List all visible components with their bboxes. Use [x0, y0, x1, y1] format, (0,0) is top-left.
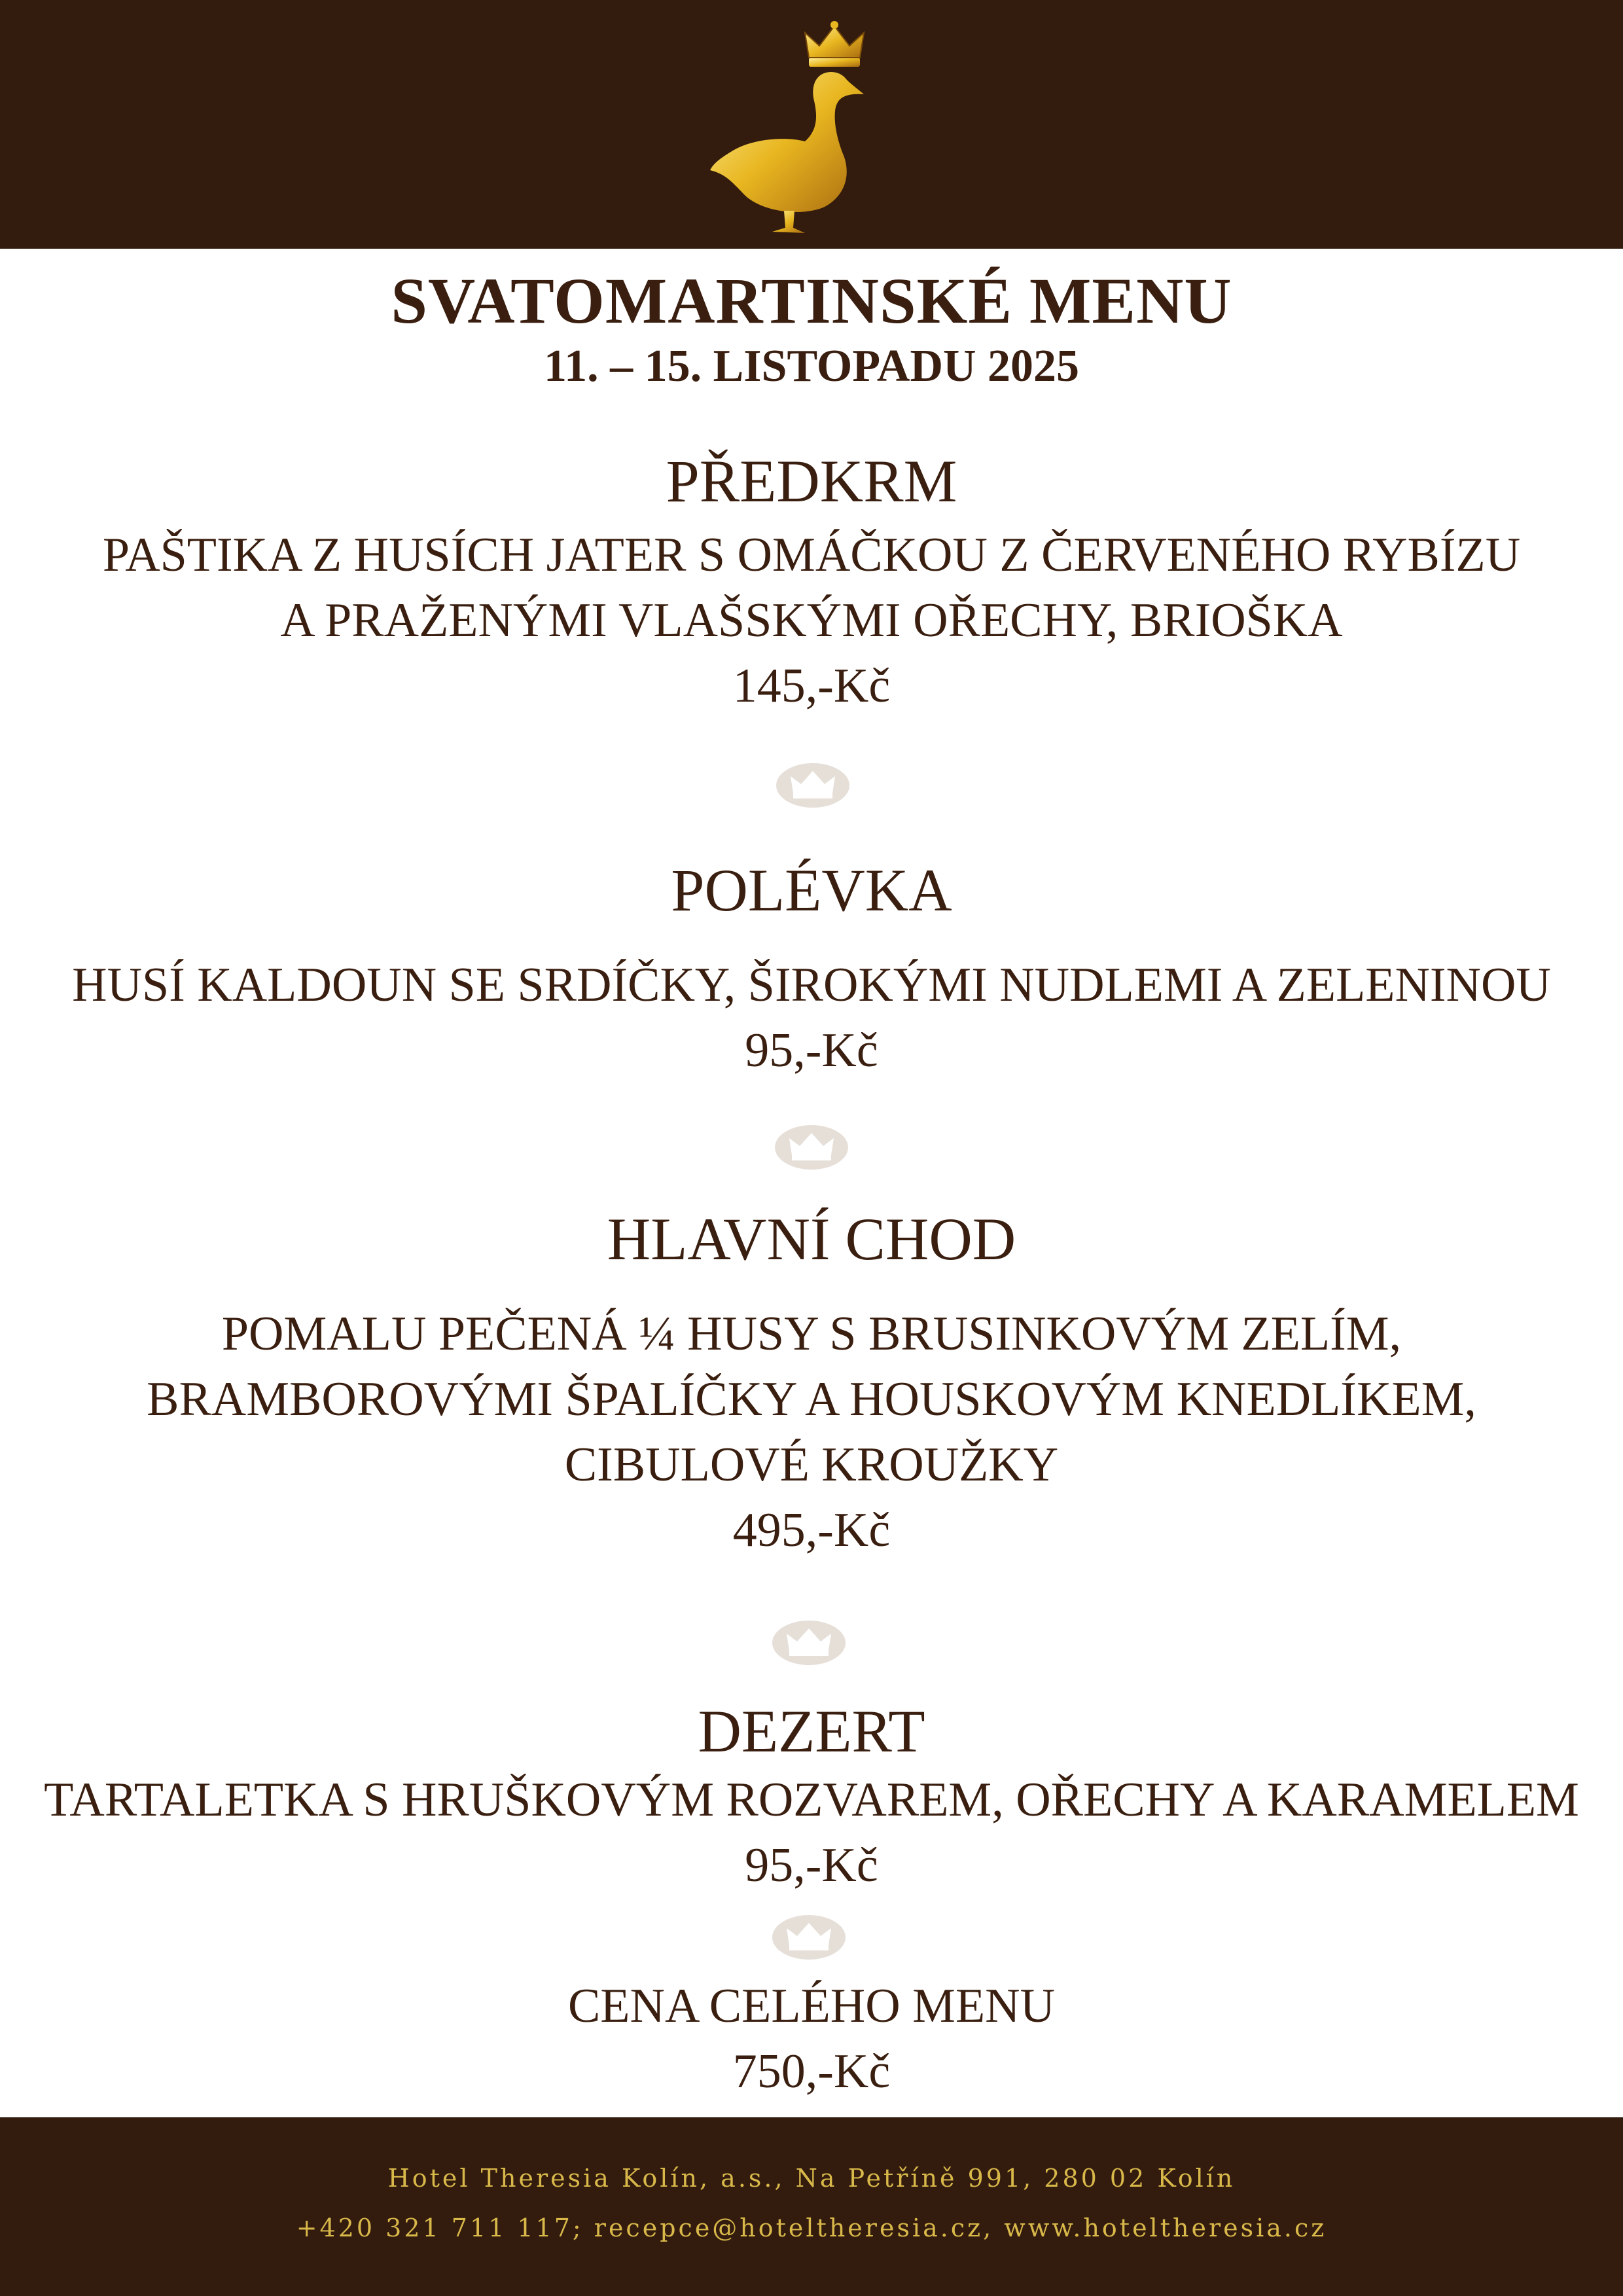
section-heading: PŘEDKRM [666, 448, 957, 514]
title-block [0, 262, 1623, 393]
page-title: SVATOMARTINSKÉ MENU [391, 264, 1232, 337]
section-heading: DEZERT [698, 1698, 925, 1765]
dish-line: POMALU PEČENÁ ¼ HUSY S BRUSINKOVÝM ZELÍM, [221, 1307, 1402, 1361]
crown-divider-icon [770, 1911, 848, 1964]
crowned-goose-icon [707, 20, 890, 236]
section-soup [0, 854, 1623, 1083]
crown-divider-icon [770, 1617, 848, 1669]
total-label: CENA CELÉHO MENU [567, 1979, 1056, 2033]
total-price: 750,-Kč [732, 2045, 891, 2098]
dish-line: TARTALETKA S HRUŠKOVÝM ROZVAREM, OŘECHY A KARAMELEM [44, 1773, 1579, 1827]
section-dessert [0, 1695, 1623, 1898]
date-range: 11. – 15. LISTOPADU 2025 [543, 341, 1080, 391]
footer-contact: +420 321 711 117; recepce@hoteltheresia.cz, www.hoteltheresia.cz [296, 2214, 1327, 2242]
section-heading: HLAVNÍ CHOD [607, 1206, 1016, 1272]
header-band [0, 0, 1623, 249]
dish-line: PAŠTIKA Z HUSÍCH JATER S OMÁČKOU Z ČERVENÉHO RYBÍZU [102, 528, 1521, 582]
price: 495,-Kč [732, 1503, 891, 1557]
crown-divider-icon [774, 759, 852, 812]
dish-line: A PRAŽENÝMI VLAŠSKÝMI OŘECHY, BRIOŠKA [280, 594, 1343, 647]
price: 95,-Kč [745, 1839, 878, 1892]
crown-icon [805, 21, 864, 67]
footer-band [0, 2117, 1623, 2296]
section-main-course [0, 1203, 1623, 1563]
section-heading: POLÉVKA [671, 857, 952, 924]
dish-line: HUSÍ KALDOUN SE SRDÍČKY, ŠIROKÝMI NUDLEMI A ZELENINOU [72, 958, 1551, 1012]
crown-divider-icon [772, 1121, 851, 1174]
price: 145,-Kč [732, 659, 891, 713]
price: 95,-Kč [745, 1024, 878, 1077]
dish-line: CIBULOVÉ KROUŽKY [564, 1438, 1059, 1492]
section-appetizer [0, 445, 1623, 719]
dish-line: BRAMBOROVÝMI ŠPALÍČKY A HOUSKOVÝM KNEDLÍKEM, [147, 1372, 1476, 1426]
total-price-block [0, 1973, 1623, 2104]
footer-address: Hotel Theresia Kolín, a.s., Na Petříně 991, 280 02 Kolín [387, 2164, 1236, 2193]
